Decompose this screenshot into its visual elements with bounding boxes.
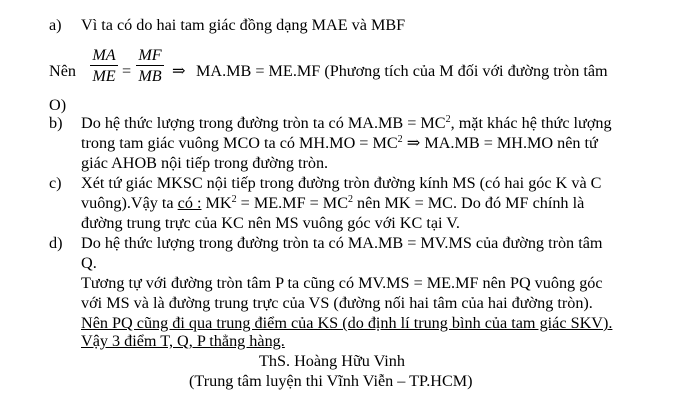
part-c-line-2-c: nên MK = MC. Do đó MF chính là (353, 194, 585, 212)
superscript: 2 (231, 194, 237, 205)
part-b-line-1 (81, 114, 612, 132)
part-a-nen: Nên (49, 62, 76, 80)
author-organization: (Trung tâm luyện thi Vĩnh Viễn – TP.HCM) (189, 372, 473, 390)
author-name: ThS. Hoàng Hữu Vinh (259, 352, 405, 370)
part-d-line-3: Tương tự với đường tròn tâm P ta cũng có MV.MS = ME.MF nên PQ vuông góc (81, 274, 603, 292)
fraction-mf-mb-denominator: MB (138, 67, 162, 85)
part-b-line-3: giác AHOB nội tiếp trong đường tròn. (81, 154, 329, 172)
superscript: 2 (397, 134, 403, 145)
superscript: 2 (348, 194, 353, 205)
part-c-label: c) (49, 174, 62, 192)
part-d-line-1: Do hệ thức lượng trong đường tròn ta có MA.MB = MV.MS của đường tròn tâm (81, 234, 603, 252)
part-d-line-4: với MS và là đường trung trực của VS (đường nối hai tâm của hai đường tròn). (81, 294, 593, 312)
fraction-bar (136, 65, 164, 66)
part-b-line-1-text: Do hệ thức lượng trong đường tròn ta có MA.MB = MC (81, 114, 446, 132)
part-c-line-2 (81, 194, 584, 212)
part-b-label: b) (49, 114, 63, 132)
part-d-line-5: Nên PQ cũng đi qua trung điểm của KS (do định lí trung bình của tam giác SKV). (81, 314, 613, 332)
part-b-line-2-text: trong tam giác vuông MCO ta có MH.MO = MC (81, 134, 398, 152)
fraction-ma-me-numerator: MA (92, 46, 116, 64)
part-c-line-2-b: = ME.MF = MC (236, 194, 348, 212)
part-b-line-1-rest: , mặt khác hệ thức lượng (450, 114, 612, 132)
underlined-co: có : (177, 194, 202, 212)
implies-arrow: ⇒ (172, 62, 186, 80)
part-c-line-3: đường trung trực của KC nên MS vuông góc với KC tại V. (81, 214, 460, 232)
part-c-line-1: Xét tứ giác MKSC nội tiếp trong đường tròn đường kính MS (có hai góc K và C (81, 174, 602, 192)
part-c-line-2-text: vuông).Vậy ta (81, 194, 178, 212)
part-c-line-2-a: MK (201, 194, 232, 212)
equals-sign: = (122, 62, 132, 80)
part-a-line-1: Vì ta có do hai tam giác đồng dạng MAE và MBF (81, 16, 406, 34)
part-d-line-2: Q. (81, 254, 97, 272)
fraction-bar (90, 65, 118, 66)
fraction-ma-me (90, 46, 118, 85)
part-b-line-2 (81, 134, 598, 152)
fraction-mf-mb-numerator: MF (138, 46, 162, 64)
part-b-line-2-rest: ⇒ MA.MB = MH.MO nên tứ (402, 134, 598, 152)
fraction-mf-mb (136, 46, 164, 85)
part-d-label: d) (49, 234, 63, 252)
part-d-line-6: Vậy 3 điểm T, Q, P thẳng hàng. (81, 332, 285, 350)
part-a-line-2: MA.MB = ME.MF (Phương tích của M đối với đường tròn tâm (196, 62, 608, 80)
part-a-label: a) (49, 16, 62, 34)
part-a-line-3: O) (49, 96, 67, 114)
superscript: 2 (445, 114, 451, 125)
fraction-ma-me-denominator: ME (92, 67, 116, 85)
